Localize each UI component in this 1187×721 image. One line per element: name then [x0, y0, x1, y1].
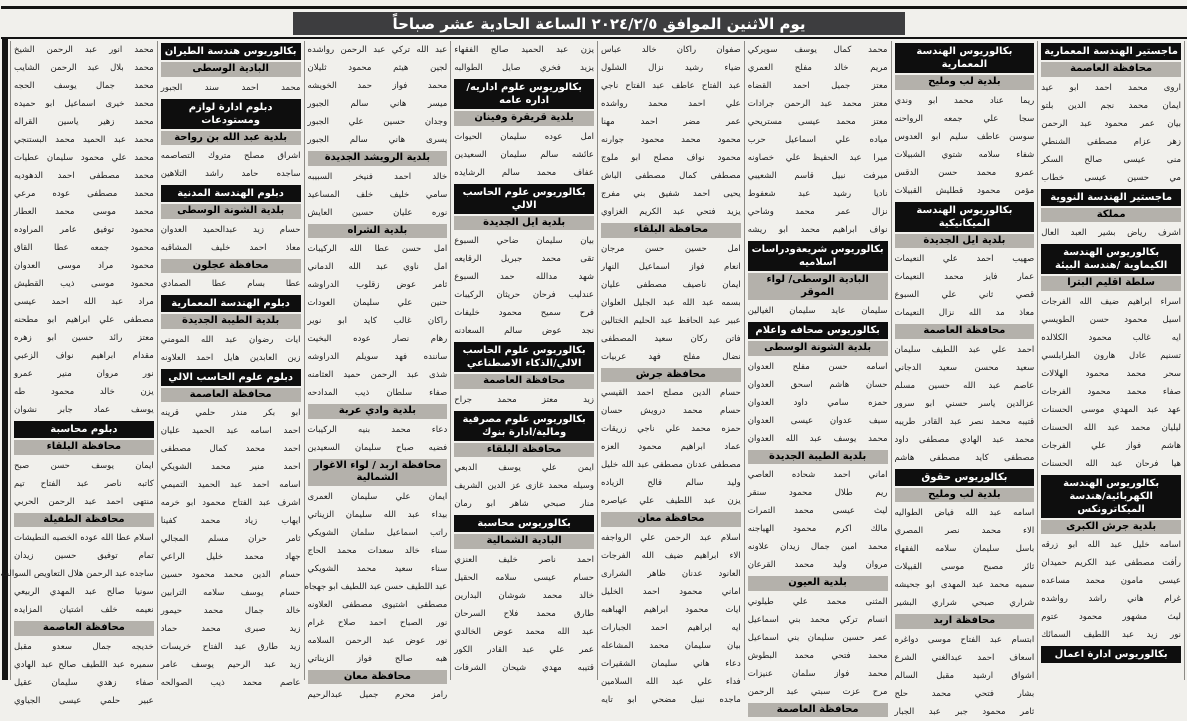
degree-header: بكالوريوس صحافه واعلام	[748, 322, 888, 339]
name-row: صفاء محمد محمود الفرجات	[1041, 386, 1181, 397]
name-row: محمود توفيق عامر المراوده	[14, 225, 154, 235]
name-row: اسامه خليل عبد الله ابو زرقه	[1041, 540, 1181, 550]
name-row: اسامه عبد الله فياض الطواليه	[894, 508, 1035, 518]
name-row: عبد الفتاح عاطف عبد الفتاح ناجي	[601, 81, 741, 91]
name-row: اشرف عبد الفتاح محمود ابو خرمه	[160, 498, 301, 508]
name-row: ماجده نبيل مضحي ابو تايه	[601, 694, 741, 705]
name-row: ايات رضوان عبد الله المومني	[160, 334, 301, 345]
column-8	[0, 41, 157, 706]
degree-header: بكالوريوس علوم اداريه/ اداره عامه	[454, 79, 594, 109]
name-row: محمد يوسف عبد الله العدوان	[747, 433, 888, 444]
degree-header: دبلوم ادارة لوازم ومستودعات	[161, 99, 301, 129]
name-row: محمد زهير ياسين القراله	[14, 117, 154, 127]
name-row: سميره عبد اللطيف صالح عبد الهادي	[14, 659, 154, 670]
name-row: ليث مشهور محمود عتوم	[1041, 612, 1181, 622]
degree-header: بكالوريوس علوم الحاسب الالي/الذكاء الاصطناعي	[454, 342, 594, 372]
name-row: علي احمد محمد رواشده	[601, 99, 741, 109]
name-row: احمد محمد كمال مصطفى	[160, 444, 301, 454]
name-row: صهيب احمد علي النعيمات	[894, 254, 1035, 264]
name-row: منار صبحي شاهر ابو رمان	[454, 499, 594, 509]
name-row: عمر علي عبد القادر الكور	[454, 644, 594, 655]
name-row: ايمان محمد نجم الدين بلتو	[1041, 100, 1181, 111]
name-row: معاذ مد الله نزال النعيمات	[894, 308, 1035, 318]
section-header: بلدية لب ومليح	[895, 75, 1035, 90]
name-row: اماني احمد شحاده العاصي	[747, 470, 888, 480]
section-header: محافظة العاصمة	[161, 388, 301, 403]
name-row: بشار فتحي محمد حلح	[894, 688, 1035, 699]
name-row: اماني محمود احمد الخليل	[601, 586, 741, 597]
name-row: نور الصباح احمد صلاح غرام	[307, 617, 448, 628]
name-row: ليليان محمد عبد الله الحسنات	[1041, 422, 1181, 433]
name-row: رأفت مصطفى عبد الكريم حميدان	[1041, 558, 1181, 568]
degree-header: ماجستير الهندسة المعمارية	[1041, 43, 1181, 60]
name-row: يحيى احمد شفيق بني مفرج	[601, 189, 741, 199]
column-6	[304, 41, 451, 700]
name-row: معتز محمد عيسى مستريحي	[747, 117, 888, 127]
section-header: محافظة معان	[308, 670, 448, 685]
name-row: اسلام عطا الله عوده الخصبه النطيشات	[14, 533, 154, 543]
name-row: ساجده عبد الرحمن هلال التعاويص السوالقه	[0, 569, 154, 579]
section-header: بلدية الطيبة الجديدة	[161, 314, 301, 329]
degree-header: بكالوريوس شريعةودراسات اسلاميه	[748, 241, 888, 271]
name-row: وسيله محمد غازى عز الدين الشريف	[454, 481, 594, 491]
section-header: محافظة البلقاء	[454, 443, 594, 458]
name-row: مصطفى اشتيوى مصطفى العلاونه	[307, 599, 448, 610]
name-row: ريما عناد محمد ابو وندي	[894, 95, 1035, 106]
name-row: عبد الله محمد عوض الخالدي	[454, 626, 594, 637]
name-row: وجدان حسين علي الجبور	[307, 117, 448, 127]
name-row: وليد سالم فالح الزياده	[601, 478, 741, 488]
section-header: محافظة العاصمة	[1041, 62, 1181, 77]
name-row: شراري صبحي شراري البشير	[894, 598, 1035, 608]
name-row: قصي ثاني علي السبوع	[894, 290, 1035, 300]
name-row: اسامه حسن مفلح العدوان	[747, 361, 888, 372]
name-row: يوسف عماد جابر نشوان	[14, 405, 154, 415]
name-row: ابو بكر منذر حلمي قرينه	[160, 408, 301, 418]
name-row: حسام عيسى سلامه الحقيل	[454, 572, 594, 583]
section-header: بلدية الطيبة الجديدة	[748, 450, 888, 465]
name-row: ابتسام عبد الفتاح موسى دواغره	[894, 634, 1035, 645]
section-header: البادية الوسطى	[161, 62, 301, 77]
name-row: شهد مدالله حمد السبوع	[454, 272, 594, 282]
name-row: عاصم عبد الله حسين مسلم	[894, 380, 1035, 391]
name-row: سميه محمد عبد المهدى ابو جحيشه	[894, 580, 1035, 590]
section-header: بلدية ايل الجديدة	[454, 216, 594, 231]
name-row: انعام فواز اسماعيل النهار	[601, 261, 741, 272]
name-row: مراد عبد الله احمد عيسى	[14, 297, 154, 307]
section-header: بلدية العيون	[748, 576, 888, 591]
name-row: شفاء سلامه شتوي الشبيلات	[894, 149, 1035, 160]
name-row: زيد صبرى محمد حماد	[160, 624, 301, 634]
left-edge-bar	[2, 39, 8, 680]
name-row: حسام زيد عبدالحميد العدوان	[160, 224, 301, 235]
name-row: اشواق ارشيد مقبل السالم	[894, 670, 1035, 681]
date-header-bar	[293, 12, 905, 35]
name-row: هيا فرحان عبد الله الحسنات	[1041, 458, 1181, 469]
name-row: فرح سميح محمود خليفات	[454, 308, 594, 318]
name-row: احمد ناصر خليف العنزي	[454, 554, 594, 565]
section-header: بلدية الرويشد الجديدة	[308, 151, 448, 166]
name-row: المثنى محمد علي طيلوني	[747, 596, 888, 607]
name-row: دعاء محمد بنيه الركيبات	[307, 424, 448, 435]
degree-header: دبلوم علوم الحاسب الالي	[161, 369, 301, 386]
name-row: معتز جميل احمد القضاه	[747, 81, 888, 91]
name-row: ميرا عبد الحفيظ علي خصاونه	[747, 153, 888, 163]
name-row: محمد احمد سند الجبور	[160, 82, 301, 93]
name-row: تمام توفيق حسين زيدان	[14, 551, 154, 561]
name-row: ناديا رشيد عبد شعفوط	[747, 189, 888, 199]
name-row: مرح عزت سبتي عبد الرحمن	[747, 686, 888, 697]
date-header-text: يوم الاثنين الموافق ٢٠٢٤/٢/٥ الساعة الحادية عشر صباحاً	[392, 14, 806, 33]
name-row: محمد كمال يوسف سويركي	[747, 45, 888, 55]
name-row: محمود محمد محمود جوارنه	[601, 135, 741, 145]
name-row: محمد امين جمال زيدان علاونه	[747, 542, 888, 552]
name-row: نور مروان منير عمرو	[14, 369, 154, 379]
name-row: امل حسن عطا الله الركيبات	[307, 244, 448, 254]
name-row: منتهى احمد عبد الرحمن الحربي	[14, 496, 154, 507]
name-row: محمد فتحي محمد البطوش	[747, 650, 888, 661]
name-row: عفاف محمد سالم الرشايده	[454, 167, 594, 178]
name-row: انسام تركي محمد بني اسماعيل	[747, 614, 888, 625]
name-row: احمد منير محمد الشويكي	[160, 462, 301, 472]
name-row: سليمان عايد سليمان الغيالين	[747, 306, 888, 316]
degree-header: بكالوريوس ادارة اعمال	[1041, 646, 1181, 663]
columns-top-rule	[1, 37, 1187, 39]
name-row: محمود موسى ذيب القطيش	[14, 279, 154, 289]
name-row: صفاء سلطان ذيب المدادحه	[307, 388, 448, 398]
name-row: بيان عمر محمود عبد الرحمن	[1041, 118, 1181, 129]
section-header: بلدية الشراه	[308, 224, 448, 239]
name-row: بيان سليمان محمد المشاعله	[601, 640, 741, 651]
name-row: سناء سعيد محمد الشويكي	[307, 563, 448, 574]
name-row: خديجه جمال سعدو مقبل	[14, 641, 154, 652]
name-row: تسنيم عادل هارون الطرابلسي	[1041, 350, 1181, 361]
degree-header: بكالوريوس الهندسة الكيماوية /هندسة البيئة	[1041, 244, 1181, 274]
name-row: سامي خليف خلف المساعيد	[307, 189, 448, 200]
name-row: معتز محمد عبد الرحمن جرادات	[747, 99, 888, 109]
name-row: ايمان ناصيف مصطفى عليان	[601, 279, 741, 290]
name-row: بيداء عبد الله سليمان الزيناتي	[307, 509, 448, 520]
name-row: كاتبه ناصر عبد الفتاح تيم	[14, 478, 154, 489]
name-row: معاذ احمد خليف المشاقبه	[160, 242, 301, 253]
name-row: محمد فواز حمد الخويشه	[307, 81, 448, 91]
name-row: محمد جمال يوسف الحجه	[14, 81, 154, 91]
name-row: عبير عبد الحافظ عبد الحليم الختالين	[601, 315, 741, 326]
name-row: جهاد محمد خليل الراعي	[160, 552, 301, 562]
name-row: هبه صالح فواز الزيناتي	[307, 653, 448, 664]
name-row: حمزه محمد علي ناجي زريقات	[601, 424, 741, 434]
name-row: خالد محمد شوشان البدارين	[454, 590, 594, 601]
name-row: نضال مفلح فهد عربيات	[601, 351, 741, 362]
name-row: تقى محمد جبريل الرقايعه	[454, 254, 594, 264]
name-row: ايمان يوسف حسن صبح	[14, 460, 154, 471]
section-header: بلدية وادي عربة	[308, 404, 448, 419]
name-row: عطا بسام عطا الصمادي	[160, 279, 301, 289]
section-header: البادية الشمالية	[454, 534, 594, 549]
name-row: احمد علي عبد اللطيف سليمان	[894, 344, 1035, 355]
name-row: لجين هيثم محمود ثليلان	[307, 63, 448, 73]
name-row: محمد موسى محمد العطار	[14, 207, 154, 217]
name-row: ثائر مصبح موسى القبيلات	[894, 562, 1035, 572]
name-row: حمزه سامي داود العدوان	[747, 397, 888, 408]
name-row: يزيد فخري صايل الطوالبه	[454, 63, 594, 73]
name-row: ساجده حامد راشد التلاهين	[160, 169, 301, 179]
column-5	[450, 41, 597, 680]
name-row: مصطفى عدنان مصطفى عبد الله خليل	[601, 460, 741, 470]
section-header: محافظة العاصمة	[895, 324, 1035, 339]
name-row: ثامر محمود جبر عبد الجبار	[894, 706, 1035, 717]
name-row: يزيد فتحي عبد الكريم الغزاوي	[601, 207, 741, 217]
name-row: عمر حسين سليمان بني اسماعيل	[747, 632, 888, 643]
section-header: بلدية لب ومليح	[895, 488, 1035, 503]
name-row: ايات محمود ابراهيم الهباهبه	[601, 604, 741, 615]
section-header: محافظة الطفيلة	[14, 513, 154, 528]
name-row: الاء ابراهيم ضيف الله الفرجات	[601, 550, 741, 561]
degree-header: دبلوم الهندسة المعمارية	[161, 295, 301, 312]
name-row: ميرفت نبيل قاسم الشعيبي	[747, 171, 888, 181]
name-row: ايه ابراهيم احمد الجبارات	[601, 622, 741, 633]
name-row: زين العابدين هايل احمد العلاونه	[160, 352, 301, 363]
name-row: محمد انور عبد الرحمن الشيخ	[14, 45, 154, 55]
name-row: راتب اسماعيل سلمان الشويكي	[307, 527, 448, 538]
name-row: زيد طارق عبد الفتاح خريسات	[160, 642, 301, 652]
name-row: امل ناوي عبد الله الدماني	[307, 262, 448, 272]
name-row: محمود مراد موسى العدوان	[14, 261, 154, 271]
name-row: ميسر هاني سالم الجبور	[307, 99, 448, 109]
name-row: محمد بلال عبد الرحمن الشايب	[14, 63, 154, 73]
section-header: بلدية جرش الكبرى	[1041, 520, 1181, 535]
name-row: عمرو محمد حسن الدقس	[894, 167, 1035, 178]
section-header: مملكة	[1041, 208, 1181, 223]
name-row: الاء محمد نصر المصري	[894, 526, 1035, 536]
name-row: نجد عوض سالم السعادنه	[454, 326, 594, 336]
name-row: عهد عبد المهدي موسى الحسنات	[1041, 404, 1181, 415]
name-row: مياده علي اسماعيل حرب	[747, 135, 888, 145]
name-row: زهر عزام مصطفى الشنطي	[1041, 136, 1181, 147]
name-row: يزن عبد اللطيف علي عياصره	[601, 496, 741, 506]
name-row: حسام محمد درويش حسان	[601, 406, 741, 416]
name-row: مروان وليد محمد القرعان	[747, 560, 888, 570]
degree-header: دبلوم الهندسة المدنية	[161, 185, 301, 202]
name-row: عبد الله تركي عبد الرحمن رواشده	[307, 45, 448, 55]
name-row: قتيبه محمد نصر عبد القادر طريبه	[894, 416, 1035, 427]
name-row: محمد عبد الحميد محمد البستنجي	[14, 135, 154, 145]
name-row: هاشم فواز علي الفرجات	[1041, 440, 1181, 451]
section-header: محافظة عجلون	[161, 259, 301, 274]
name-row: نزال عمر محمد وشاحي	[747, 207, 888, 217]
name-row: مريم خالد مفلح العمري	[747, 63, 888, 73]
name-row: باسل سليمان سلامه الفقهاء	[894, 544, 1035, 554]
name-row: طارق محمد فلاح السرحان	[454, 608, 594, 619]
name-row: فاتن ركان سعيد المصطفى	[601, 333, 741, 344]
name-row: ايمن علي يوسف الدبعي	[454, 463, 594, 473]
columns	[0, 41, 1185, 717]
name-row: محمود نواف مصلح ابو ملوج	[601, 153, 741, 163]
section-header: بلدية الشونة الوسطى	[748, 341, 888, 356]
name-row: امل حسين حسن مرجان	[601, 243, 741, 254]
degree-header: بكالوريوس الهندسة الميكانيكية	[895, 202, 1035, 232]
name-row: رامز محرم جميل عبدالرحيم	[307, 690, 448, 700]
section-header: بلدية الشونة الوسطى	[161, 204, 301, 219]
name-row: ثامر حران مسلم المجالي	[160, 534, 301, 544]
degree-header: بكالوريوس محاسبة	[454, 515, 594, 532]
name-row: محمد علي محمود سليمان عطيات	[14, 153, 154, 163]
name-row: عاصم محمد ذيب الصوالحه	[160, 678, 301, 688]
name-row: زيد عبد الرحيم يوسف عامر	[160, 660, 301, 670]
name-row: اشرف رياض بشير العبد العال	[1041, 228, 1181, 238]
name-row: سجا علي جمعه الرواحنه	[894, 113, 1035, 124]
column-7	[157, 41, 304, 688]
name-row: مي حسين عيسى خطاب	[1041, 172, 1181, 183]
name-row: محمد مصطفى عوده مرعي	[14, 189, 154, 199]
degree-header: بكالوريوس حقوق	[895, 469, 1035, 486]
name-row: سناء خالد سعدات محمد الحاج	[307, 545, 448, 556]
name-row: محمد عبد الهادي مصطفى داود	[894, 434, 1035, 445]
name-row: حسان هاشم اسحق العدوان	[747, 379, 888, 390]
name-row: نعيمه خلف اشتيان المزايده	[14, 605, 154, 615]
name-row: عمار فايز محمد النعيمات	[894, 272, 1035, 282]
degree-header: بكالوريوس علوم الحاسب الالي	[454, 184, 594, 214]
name-row: عزالدين ياسر حسني ابو سرور	[894, 398, 1035, 409]
name-row: اسامه احمد عبد الحميد التميمي	[160, 480, 301, 490]
name-row: يزن عبد الحميد صالح الفقهاء	[454, 45, 594, 55]
name-row: فداء علي عبد الله السلامين	[601, 676, 741, 687]
name-row: العانود عدنان ظاهر الشرارى	[601, 568, 741, 579]
name-row: نور عوض عبد الرحمن السلامه	[307, 635, 448, 646]
name-row: بسمه عبد الله عبد الجليل العلوان	[601, 297, 741, 308]
name-row: مقدام ابراهيم نواف الزعبي	[14, 351, 154, 361]
name-row: محمود جمعه عطا القاق	[14, 243, 154, 253]
degree-header: بكالوريوس الهندسة المعمارية	[895, 43, 1035, 73]
name-row: احمد اسامه عبد الحميد عليان	[160, 426, 301, 436]
name-row: سعيد محسن سعيد الدجاني	[894, 362, 1035, 373]
name-row: حسام يوسف سلامه الترابين	[160, 588, 301, 598]
name-row: امل عوده سليمان الحيوات	[454, 131, 594, 142]
section-header: بلدية عبد الله بن رواحة	[161, 131, 301, 146]
column-3	[744, 41, 891, 715]
name-row: مالك اكرم محمود الهياجنه	[747, 524, 888, 534]
name-row: عندليب فرحان حريثان الركيبات	[454, 290, 594, 300]
name-row: ايهاب زياد محمد كفينا	[160, 516, 301, 526]
section-header: محافظة العاصمة	[748, 703, 888, 718]
name-row: عائشه سالم سليمان السعيدين	[454, 149, 594, 160]
name-row: نوره عليان حسين العايش	[307, 207, 448, 218]
name-row: سونيا صالح عبد المهدي الربيعي	[14, 587, 154, 597]
name-row: يسرى هاني سالم الجبور	[307, 135, 448, 145]
degree-header: دبلوم محاسبة	[14, 421, 154, 438]
name-row: ايمان علي سليمان العمرى	[307, 491, 448, 502]
name-row: سوسن عاطف سليم ابو العدوس	[894, 131, 1035, 142]
degree-header: بكالوريوس الهندسة الكهربائية/هندسة الميكاترونكس	[1041, 475, 1181, 518]
section-header: محافظة اربد / لواء الاغوار الشمالية	[308, 459, 448, 486]
name-row: رهام نصار عوده البخيت	[307, 334, 448, 344]
degree-header: بكالوريوس هندسة الطيران	[161, 43, 301, 60]
name-row: صفوان راكان خالد عباس	[601, 45, 741, 55]
name-row: عيسى مامون محمد مساعده	[1041, 576, 1181, 586]
name-row: منى عيسى صالح السكر	[1041, 154, 1181, 165]
name-row: اسعاف احمد عبدالغني الشرع	[894, 652, 1035, 663]
column-2	[891, 41, 1038, 717]
name-row: قتيبه مهدي شيحان الشرفات	[454, 662, 594, 673]
name-row: معتز رائد حسين ابو زهره	[14, 333, 154, 343]
name-row: بيان سليمان ضاحي السبوع	[454, 236, 594, 246]
name-row: صفاء زهدي سليمان عقيل	[14, 677, 154, 688]
name-row: مصطفى كايد مصطفى هاشم	[894, 452, 1035, 463]
section-header: بلدية ايل الجديدة	[895, 234, 1035, 249]
name-row: خالد احمد فنيخر السبيبه	[307, 171, 448, 182]
name-row: اسلام عبد الرحمن علي الرواجفه	[601, 532, 741, 543]
section-header: محافظة البلقاء	[14, 440, 154, 455]
section-header: محافظة جرش	[601, 368, 741, 383]
name-row: محمد خيرى اسماعيل ابو حميده	[14, 99, 154, 109]
name-row: حسام الدين محمد محمود حسين	[160, 570, 301, 580]
section-header: سلطة اقليم البترا	[1041, 276, 1181, 291]
name-row: ثامر عوض زقلوب الدراوشه	[307, 280, 448, 290]
name-row: غرام هاني راشد رواشده	[1041, 594, 1181, 604]
name-row: دعاء هاني سليمان الشقيرات	[601, 658, 741, 669]
name-row: مؤمن محمود قطليش القبيلات	[894, 185, 1035, 196]
name-row: ليث عيسى محمد التمرات	[747, 506, 888, 516]
name-row: راكان غالب كايد ابو نوير	[307, 316, 448, 326]
name-row: ايه غالب محمود الكلالده	[1041, 332, 1181, 343]
name-row: ساننده فهد سويلم الدراوشه	[307, 352, 448, 362]
section-header: البادية الوسطى/ لواء الموقر	[748, 273, 888, 300]
column-4	[597, 41, 744, 705]
section-header: بلدية قريقرة وفينان	[454, 111, 594, 126]
name-row: عبد اللطيف حسن عبد اللطيف ابو جهجاه	[304, 581, 448, 592]
name-row: خالد جمال محمد حيمور	[160, 606, 301, 616]
name-row: اسيل محمود حسن الطويسي	[1041, 314, 1181, 325]
section-header: محافظة البلقاء	[601, 223, 741, 238]
name-row: محمد فواز سلمان عنيزات	[747, 668, 888, 679]
top-rule	[1, 6, 1187, 9]
name-row: حنين علي سليمان العودات	[307, 298, 448, 308]
name-row: سحر محمد محمود الهلالات	[1041, 368, 1181, 379]
name-row: نور زيد عبد اللطيف السمائك	[1041, 630, 1181, 640]
name-row: حسام الدين مصلح احمد القيسي	[601, 388, 741, 398]
name-row: نواف ابراهيم محمد ابو ريشه	[747, 225, 888, 235]
name-row: اروى محمد احمد ابو عيد	[1041, 82, 1181, 93]
degree-header: بكالوريوس علوم مصرفية ومالية/ادارة بنوك	[454, 411, 594, 441]
name-row: يزن خالد محمود طه	[14, 387, 154, 397]
name-row: عبير حلمي عيسى الجياوي	[14, 695, 154, 706]
section-header: محافظة اربد	[895, 614, 1035, 629]
column-1	[1037, 41, 1185, 680]
section-header: محافظة العاصمة	[454, 374, 594, 389]
name-row: عمر مضر احمد مهنا	[601, 117, 741, 127]
degree-header: ماجستير الهندسة النووية	[1041, 189, 1181, 206]
name-row: مصطفى كمال مصطفى الباش	[601, 171, 741, 181]
name-row: سيف عدوان عيسى العدوان	[747, 415, 888, 426]
name-row: محمد مصطفى احمد الدهوديه	[14, 171, 154, 181]
name-row: عماد ابراهيم محمود العزه	[601, 442, 741, 452]
section-header: محافظة العاصمة	[14, 621, 154, 636]
name-row: اسراء ابراهيم ضيف الله الفرجات	[1041, 296, 1181, 307]
section-header: محافظة معان	[601, 512, 741, 527]
name-row: فضيه صباح سليمان السعيدين	[307, 442, 448, 453]
name-row: ضياء رشيد نزال الشلول	[601, 63, 741, 73]
name-row: اشراق مصلح متروك التصاصمه	[160, 151, 301, 161]
name-row: مصطفى علي ابراهيم ابو مطحنه	[14, 315, 154, 325]
name-row: شذى عبد الرحمن حميد العثامنه	[307, 370, 448, 380]
name-row: ريم طلال محمود سنقر	[747, 488, 888, 498]
name-row: زيد معتز محمد جراح	[454, 394, 594, 405]
